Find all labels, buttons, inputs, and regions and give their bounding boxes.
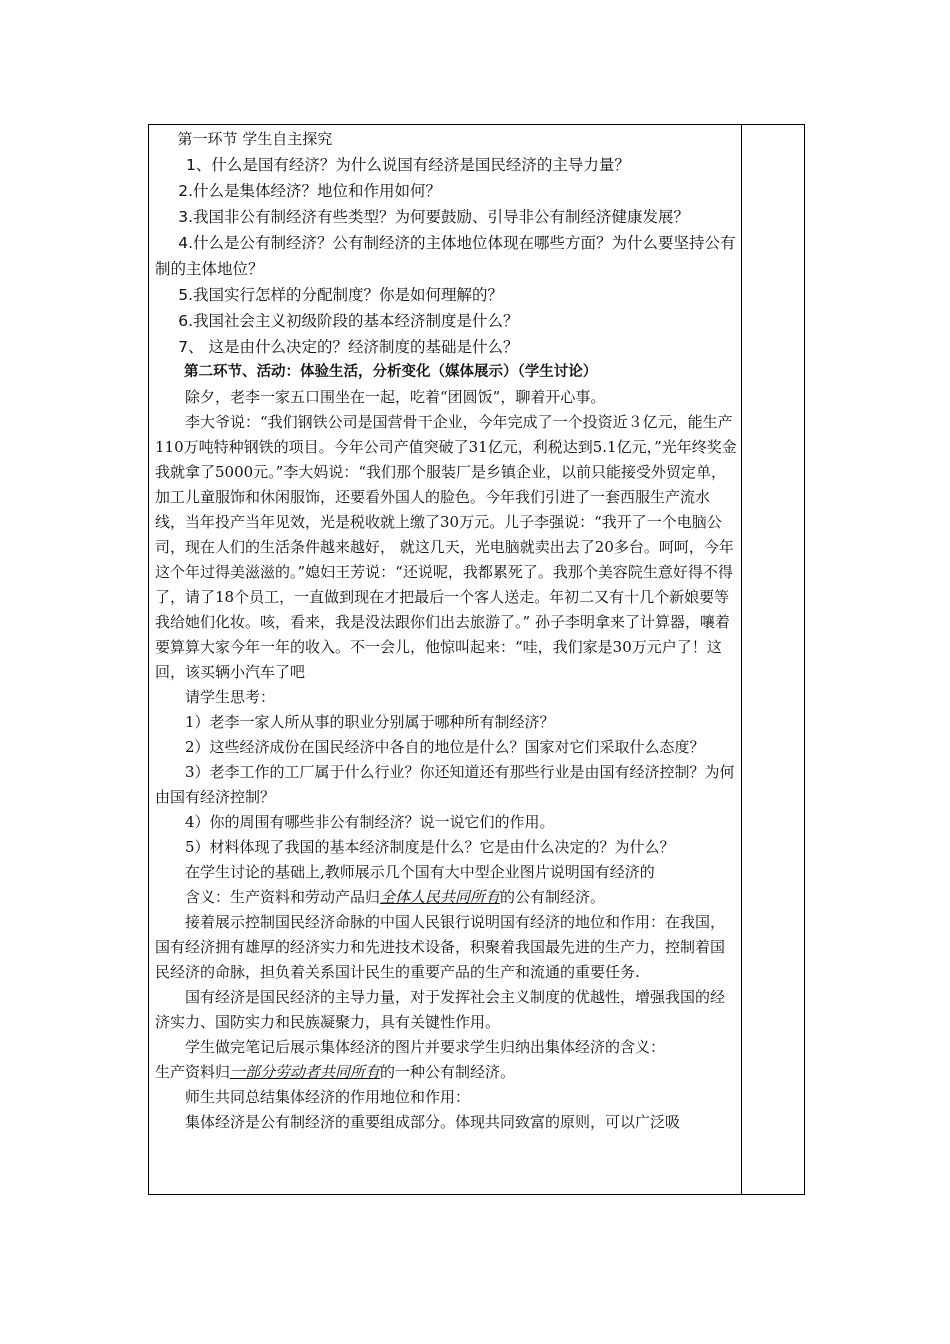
collective-economy-definition xyxy=(155,1060,737,1085)
think-question-1: 1）老李一家人所从事的职业分别属于哪种所有制经济？ xyxy=(185,713,555,731)
underlined-term: 全体人民共同所有 xyxy=(380,888,501,906)
state-economy-importance: 国有经济是国民经济的主导力量，对于发挥社会主义制度的优越性，增强我国的经济实力、国防实力和民族凝聚力，具有关键性作用。 xyxy=(155,988,726,1031)
definition-text-end: 的公有制经济。 xyxy=(500,888,606,906)
section2-title: 第二环节、活动：体验生活，分析变化（媒体展示）（学生讨论） xyxy=(184,364,598,380)
collective-summary: 集体经济是公有制经济的重要组成部分。体现共同致富的原则，可以广泛吸 xyxy=(185,1113,681,1131)
think-question-4: 4）你的周围有哪些非公有制经济？说一说它们的作用。 xyxy=(185,813,555,831)
definition-text-end: 的一种公有制经济。 xyxy=(380,1063,516,1081)
definition-text: 含义：生产资料和劳动产品归 xyxy=(185,888,381,906)
question-3: 3.我国非公有制经济有些类型？为何要鼓励、引导非公有制经济健康发展？ xyxy=(178,208,690,226)
state-economy-intro: 在学生讨论的基础上,教师展示几个国有大中型企业图片说明国有经济的 xyxy=(185,863,655,881)
think-question-5: 5）材料体现了我国的基本经济制度是什么？它是由什么决定的？为什么？ xyxy=(185,838,675,856)
think-question-2: 2）这些经济成份在国民经济中各自的地位是什么？国家对它们采取什么态度？ xyxy=(185,738,705,756)
question-4: 4.什么是公有制经济？公有制经济的主体地位体现在哪些方面？为什么要坚持公有制的主体地位？ xyxy=(155,234,736,278)
think-question-3: 3）老李工作的工厂属于什么行业？你还知道还有那些行业是由国有经济控制？为何由国有经济控制？ xyxy=(155,763,735,806)
question-2: 2.什么是集体经济？地位和作用如何？ xyxy=(178,182,442,200)
definition-text: 生产资料归 xyxy=(155,1063,231,1081)
state-economy-role: 接着展示控制国民经济命脉的中国人民银行说明国有经济的地位和作用：在我国，国有经济拥有雄厚的经济实力和先进技术设备，积聚着我国最先进的生产力，控制着国民经济的命脉，担负着关系国计民生的重要产品的生产和流通的重要任务. xyxy=(155,913,726,981)
collective-summary-prompt: 师生共同总结集体经济的作用地位和作用： xyxy=(185,1088,471,1106)
question-1: 1、什么是国有经济？为什么说国有经济是国民经济的主导力量？ xyxy=(186,156,630,174)
underlined-term: 一部分劳动者共同所有 xyxy=(230,1063,381,1081)
question-6: 6.我国社会主义初级阶段的基本经济制度是什么？ xyxy=(178,312,519,330)
story-intro: 除夕，老李一家五口围坐在一起，吃着“团圆饭”，聊着开心事。 xyxy=(185,388,606,406)
state-economy-definition xyxy=(155,885,737,910)
think-prompt: 请学生思考： xyxy=(185,688,276,706)
question-7: 7、 这是由什么决定的？经济制度的基础是什么？ xyxy=(178,338,519,356)
content-cell xyxy=(155,127,737,1135)
lesson-table xyxy=(148,124,805,1195)
story-body: 李大爷说：“我们钢铁公司是国营骨干企业，今年完成了一个投资近３亿元，能生产110万吨特种钢铁的项目。今年公司产值突破了31亿元，利税达到5.1亿元，”光年终奖金我就拿了5000元。”李大妈说：“我们那个服装厂是乡镇企业，以前只能接受外贸定单，加工儿童服饰和休闲服饰，还要看外国人的脸色。今年我们引进了一套西服生产流水线，当年投产当年见效，光是税收就上缴了30万元。儿子李强说：“我开了一个电脑公司，现在人们的生活条件越来越好， 就这几天，光电脑就卖出去了20多台。呵呵，今年这个年过得美滋滋的。”媳妇王芳说：“还说呢，我都累死了。我那个美容院生意好得不得了，请了18个员工，一直做到现在才把最后一个客人送走。年初二又有十几个新娘要等我给她们化妆。咳，看来，我是没法跟你们出去旅游了。” 孙子李明拿来了计算器，嚷着要算算大家今年一年的收入。不一会儿，他惊叫起来：“哇，我们家是30万元户了！这回，该买辆小汽车了吧 xyxy=(155,413,737,681)
column-divider xyxy=(741,125,742,1194)
section1-title: 第一环节 学生自主探究 xyxy=(177,130,333,148)
collective-economy-intro: 学生做完笔记后展示集体经济的图片并要求学生归纳出集体经济的含义： xyxy=(185,1038,666,1056)
question-5: 5.我国实行怎样的分配制度？你是如何理解的？ xyxy=(178,286,504,304)
